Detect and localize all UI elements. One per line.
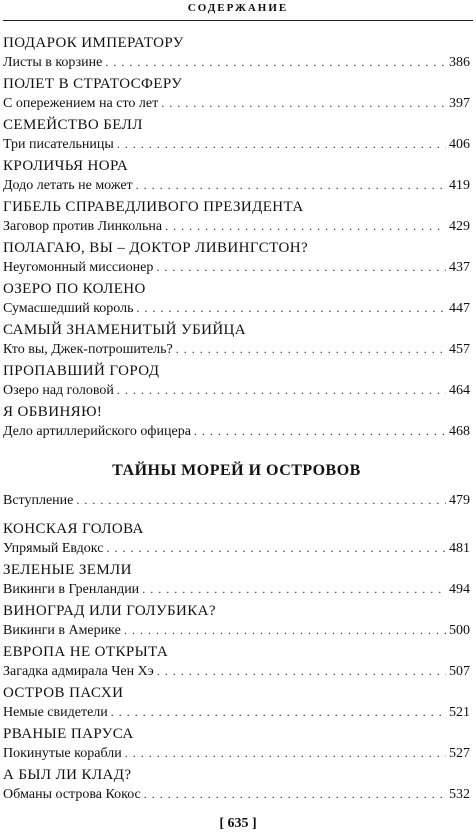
- page-number: 406: [449, 137, 470, 152]
- chapter-heading: ГИБЕЛЬ СПРАВЕДЛИВОГО ПРЕЗИДЕНТА: [3, 199, 304, 215]
- dot-leader: [176, 340, 446, 358]
- intro-label: Вступление: [3, 493, 74, 508]
- toc-line: [3, 340, 470, 359]
- chapter-subtitle: Неугомонный миссионер: [3, 260, 154, 275]
- dot-leader: [124, 621, 446, 639]
- toc-line: [3, 94, 470, 113]
- toc-line: [3, 703, 470, 722]
- page-number: 386: [449, 55, 470, 70]
- chapter-subtitle: Немые свидетели: [3, 705, 108, 720]
- toc-entry: [3, 643, 470, 681]
- dot-leader: [136, 176, 446, 194]
- toc-entry: [3, 766, 470, 804]
- toc-entry: [3, 157, 470, 195]
- toc-entry: [3, 684, 470, 722]
- chapter-heading: ПРОПАВШИЙ ГОРОД: [3, 363, 160, 379]
- chapter-subtitle: Викинги в Америке: [3, 623, 121, 638]
- chapter-heading: ПОЛАГАЮ, ВЫ – ДОКТОР ЛИВИНГСТОН?: [3, 240, 308, 256]
- dot-leader: [136, 299, 446, 317]
- dot-leader: [194, 422, 446, 440]
- page-number: 500: [449, 623, 470, 638]
- chapter-subtitle: Обманы острова Кокос: [3, 787, 141, 802]
- chapter-subtitle: Кто вы, Джек-потрошитель?: [3, 342, 173, 357]
- chapter-heading: КОНСКАЯ ГОЛОВА: [3, 521, 144, 537]
- page-number: 527: [449, 746, 470, 761]
- dot-leader: [117, 381, 446, 399]
- page-number: 457: [449, 342, 470, 357]
- page-number: 397: [449, 96, 470, 111]
- chapter-subtitle: Викинги в Гренландии: [3, 582, 140, 597]
- toc-entry: [3, 34, 470, 72]
- toc-entry: [3, 280, 470, 318]
- chapter-heading: КРОЛИЧЬЯ НОРА: [3, 158, 129, 174]
- dot-leader: [165, 217, 446, 235]
- chapter-heading: ОЗЕРО ПО КОЛЕНО: [3, 281, 146, 297]
- chapter-heading: А БЫЛ ЛИ КЛАД?: [3, 767, 132, 783]
- dot-leader: [161, 94, 446, 112]
- dot-leader: [144, 785, 446, 803]
- toc-entry: [3, 75, 470, 113]
- toc-line: [3, 53, 470, 72]
- chapter-subtitle: Озеро над головой: [3, 383, 114, 398]
- toc-line: [3, 491, 470, 510]
- toc-line: [3, 621, 470, 640]
- toc-entry: [3, 198, 470, 236]
- page-number: 521: [449, 705, 470, 720]
- dot-leader: [106, 539, 446, 557]
- chapter-heading: РВАНЫЕ ПАРУСА: [3, 726, 134, 742]
- toc-line: [3, 381, 470, 400]
- toc-line: [3, 662, 470, 681]
- chapter-subtitle: Загадка адмирала Чен Хэ: [3, 664, 154, 679]
- page-number: 494: [449, 582, 470, 597]
- toc-line: [3, 258, 470, 277]
- toc-line: [3, 539, 470, 558]
- table-of-contents: [3, 34, 470, 807]
- dot-leader: [76, 491, 446, 509]
- page-number: 532: [449, 787, 470, 802]
- chapter-subtitle: Додо летать не может: [3, 178, 133, 193]
- toc-entry: [3, 403, 470, 441]
- chapter-heading: ОСТРОВ ПАСХИ: [3, 685, 124, 701]
- toc-entry: [3, 602, 470, 640]
- chapter-subtitle: Покинутые корабли: [3, 746, 122, 761]
- chapter-heading: СЕМЕЙСТВО БЕЛЛ: [3, 117, 143, 133]
- toc-line: [3, 135, 470, 154]
- chapter-subtitle: Сумасшедший король: [3, 301, 134, 316]
- header-rule: [3, 20, 473, 21]
- chapter-heading: ЗЕЛЕНЫЕ ЗЕМЛИ: [3, 562, 132, 578]
- page-number: 464: [449, 383, 470, 398]
- toc-line: [3, 217, 470, 236]
- running-header: СОДЕРЖАНИЕ: [187, 2, 289, 14]
- chapter-heading: ВИНОГРАД ИЛИ ГОЛУБИКА?: [3, 603, 216, 619]
- toc-line: [3, 580, 470, 599]
- section-title: ТАЙНЫ МОРЕЙ И ОСТРОВОВ: [112, 462, 361, 479]
- page-number: 429: [449, 219, 470, 234]
- toc-entry: [3, 321, 470, 359]
- chapter-subtitle: Дело артиллерийского офицера: [3, 424, 191, 439]
- toc-line: [3, 785, 470, 804]
- toc-entry: [3, 561, 470, 599]
- dot-leader: [125, 744, 446, 762]
- page-number: 447: [449, 301, 470, 316]
- toc-line: [3, 744, 470, 763]
- page-number: 468: [449, 424, 470, 439]
- chapter-heading: Я ОБВИНЯЮ!: [3, 404, 103, 420]
- dot-leader: [142, 580, 446, 598]
- chapter-subtitle: Три писательницы: [3, 137, 114, 152]
- toc-entry: [3, 116, 470, 154]
- page-number: 507: [449, 664, 470, 679]
- toc-line: [3, 299, 470, 318]
- chapter-subtitle: С опережением на сто лет: [3, 96, 159, 111]
- dot-leader: [156, 258, 446, 276]
- toc-entry-intro: [3, 491, 470, 510]
- chapter-subtitle: Заговор против Линкольна: [3, 219, 163, 234]
- dot-leader: [111, 703, 446, 721]
- dot-leader: [117, 135, 446, 153]
- toc-line: [3, 422, 470, 441]
- page-number: 437: [449, 260, 470, 275]
- folio-page-number: [ 635 ]: [219, 816, 257, 831]
- chapter-heading: ЕВРОПА НЕ ОТКРЫТА: [3, 644, 169, 660]
- chapter-heading: ПОДАРОК ИМПЕРАТОРУ: [3, 35, 184, 51]
- page-number: 481: [449, 541, 470, 556]
- toc-entry: [3, 725, 470, 763]
- chapter-heading: ПОЛЕТ В СТРАТОСФЕРУ: [3, 76, 183, 92]
- dot-leader: [105, 53, 446, 71]
- chapter-subtitle: Упрямый Евдокс: [3, 541, 104, 556]
- toc-entry: [3, 239, 470, 277]
- chapter-heading: САМЫЙ ЗНАМЕНИТЫЙ УБИЙЦА: [3, 322, 247, 338]
- toc-entry: [3, 362, 470, 400]
- dot-leader: [157, 662, 446, 680]
- page-number: 479: [449, 493, 470, 508]
- toc-entry: [3, 520, 470, 558]
- toc-line: [3, 176, 470, 195]
- page-number: 419: [449, 178, 470, 193]
- chapter-subtitle: Листы в корзине: [3, 55, 103, 70]
